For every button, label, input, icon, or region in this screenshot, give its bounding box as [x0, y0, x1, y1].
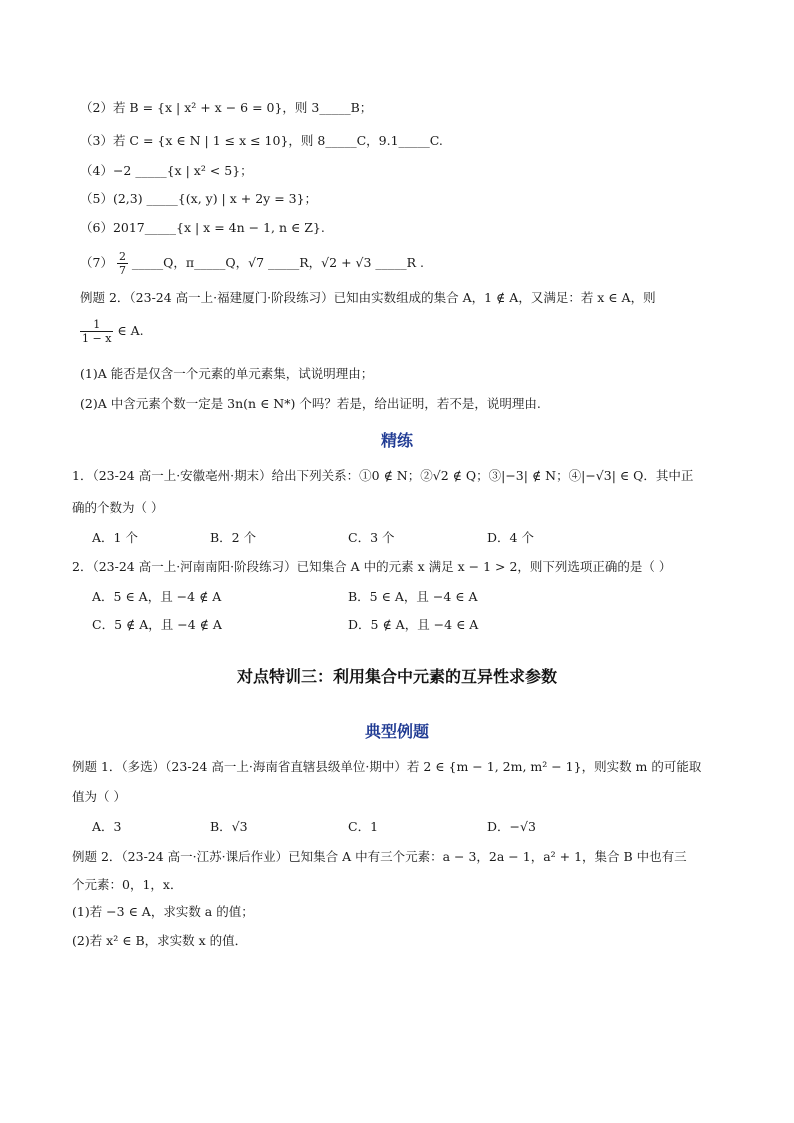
- example2-line2: [80, 318, 144, 345]
- item-6: （6）2017_____{x | x = 4n − 1, n ∈ Z}.: [80, 220, 325, 235]
- section-heading-jinglian: 精练: [380, 431, 413, 450]
- section-title-3: 对点特训三：利用集合中元素的互异性求参数: [236, 667, 557, 686]
- e1-option-d: D．−√3: [487, 819, 536, 834]
- practice1-option-a: A．1 个: [92, 530, 138, 545]
- practice2-line1: 2．（23-24 高一上·河南南阳·阶段练习）已知集合 A 中的元素 x 满足 x − 1 > 2，则下列选项正确的是（ ）: [72, 559, 672, 574]
- e1-option-a: A．3: [92, 819, 122, 834]
- item-7-rest: _____Q，π_____Q，√7 _____R，√2 + √3 _____R .: [131, 255, 425, 270]
- e1-option-b: B．√3: [210, 819, 248, 834]
- section-heading-dianxing: 典型例题: [364, 722, 429, 741]
- fraction-denominator: 7: [118, 264, 126, 277]
- e2-question1: (1)若 −3 ∈ A，求实数 a 的值；: [72, 904, 254, 919]
- item-5: （5）(2,3) _____{(x, y) | x + 2y = 3}；: [80, 191, 318, 206]
- e2-line2: 个元素：0，1，x．: [72, 877, 183, 892]
- item-7-prefix: （7）: [80, 255, 113, 270]
- example2-line2-rest: ∈ A.: [117, 323, 144, 338]
- fraction-numerator: 2: [118, 250, 126, 263]
- fraction-2-7: [117, 250, 128, 277]
- practice1-option-b: B．2 个: [210, 530, 257, 545]
- e1-line1: 例题 1．（多选）（23-24 高一上·海南省直辖县级单位·期中）若 2 ∈ {m − 1, 2m, m² − 1}，则实数 m 的可能取: [72, 759, 702, 774]
- e1-option-c: C．1: [348, 819, 379, 834]
- practice1-line2: 确的个数为（ ）: [72, 500, 164, 515]
- item-7: [80, 250, 424, 277]
- e2-question2: (2)若 x² ∈ B，求实数 x 的值．: [72, 933, 248, 948]
- practice2-option-c: C．5 ∉ A，且 −4 ∉ A: [92, 617, 222, 632]
- practice1-line1: 1．（23-24 高一上·安徽亳州·期末）给出下列关系：①0 ∉ N；②√2 ∉ Q；③|−3| ∉ N；④|−√3| ∈ Q．其中正: [72, 468, 694, 483]
- e1-line2: 值为（ ）: [72, 789, 126, 804]
- practice1-option-c: C．3 个: [348, 530, 395, 545]
- example2-question2: (2)A 中含元素个数一定是 3n(n ∈ N*) 个吗？若是，给出证明，若不是，说明理由.: [80, 396, 541, 411]
- fraction-numerator: 1: [93, 318, 101, 331]
- practice2-option-b: B．5 ∈ A，且 −4 ∈ A: [348, 589, 478, 604]
- practice2-option-a: A．5 ∈ A，且 −4 ∉ A: [92, 589, 222, 604]
- item-4: （4）−2 _____{x | x² < 5}；: [80, 163, 253, 178]
- fraction-1-over-1-minus-x: [80, 318, 113, 345]
- item-2: （2）若 B = {x | x² + x − 6 = 0}，则 3_____B；: [80, 100, 373, 115]
- example2-question1: (1)A 能否是仅含一个元素的单元素集，试说明理由；: [80, 366, 374, 381]
- practice2-option-d: D．5 ∉ A，且 −4 ∈ A: [348, 617, 479, 632]
- example2-line1: 例题 2．（23-24 高一上·福建厦门·阶段练习）已知由实数组成的集合 A，1 ∉ A，又满足：若 x ∈ A，则: [80, 290, 656, 305]
- item-3: （3）若 C = {x ∈ N | 1 ≤ x ≤ 10}，则 8_____C，9.1_____C.: [80, 133, 443, 148]
- fraction-denominator: 1 − x: [82, 332, 112, 345]
- e2-line1: 例题 2．（23-24 高一·江苏·课后作业）已知集合 A 中有三个元素：a − 3，2a − 1，a² + 1，集合 B 中也有三: [72, 849, 687, 864]
- practice1-option-d: D．4 个: [487, 530, 534, 545]
